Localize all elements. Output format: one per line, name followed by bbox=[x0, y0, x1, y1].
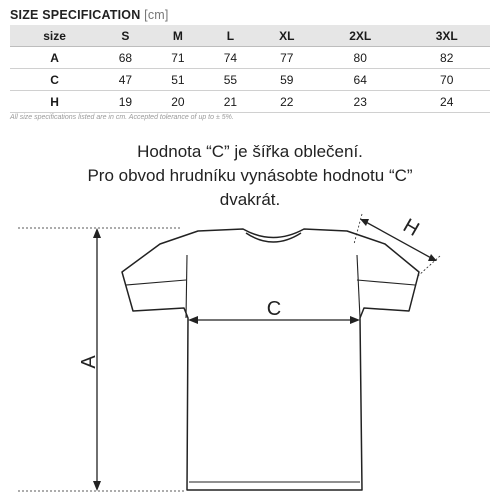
table-cell: 47 bbox=[99, 69, 152, 91]
table-cell: 23 bbox=[317, 91, 404, 113]
title-text: SIZE SPECIFICATION bbox=[10, 8, 141, 22]
row-label: C bbox=[10, 69, 99, 91]
table-cell: 77 bbox=[257, 47, 317, 69]
table-cell: 82 bbox=[403, 47, 490, 69]
title-unit: [cm] bbox=[144, 8, 169, 22]
col-header-s: S bbox=[99, 25, 152, 47]
dimension-a bbox=[18, 228, 185, 491]
col-header-m: M bbox=[152, 25, 205, 47]
row-label: A bbox=[10, 47, 99, 69]
table-cell: 64 bbox=[317, 69, 404, 91]
col-header-l: L bbox=[204, 25, 257, 47]
description-line-3: dvakrát. bbox=[219, 190, 281, 209]
table-cell: 74 bbox=[204, 47, 257, 69]
col-header-2xl: 2XL bbox=[317, 25, 404, 47]
row-label: H bbox=[10, 91, 99, 113]
table-cell: 21 bbox=[204, 91, 257, 113]
table-cell: 22 bbox=[257, 91, 317, 113]
table-cell: 71 bbox=[152, 47, 205, 69]
label-c: C bbox=[266, 298, 282, 320]
col-header-3xl: 3XL bbox=[403, 25, 490, 47]
dimension-h bbox=[354, 214, 440, 276]
table-cell: 19 bbox=[99, 91, 152, 113]
table-cell: 59 bbox=[257, 69, 317, 91]
table-cell: 55 bbox=[204, 69, 257, 91]
col-header-size: size bbox=[10, 25, 99, 47]
table-cell: 68 bbox=[99, 47, 152, 69]
table-cell: 24 bbox=[403, 91, 490, 113]
table-cell: 80 bbox=[317, 47, 404, 69]
label-h: H bbox=[399, 214, 423, 241]
col-header-xl: XL bbox=[257, 25, 317, 47]
tshirt-outline bbox=[122, 229, 419, 490]
description-line-2: Pro obvod hrudníku vynásobte hodnotu “C” bbox=[87, 166, 413, 185]
table-cell: 51 bbox=[152, 69, 205, 91]
label-a: A bbox=[78, 355, 100, 369]
description-line-1: Hodnota “C” je šířka oblečení. bbox=[137, 142, 363, 161]
table-cell: 70 bbox=[403, 69, 490, 91]
table-cell: 20 bbox=[152, 91, 205, 113]
tolerance-note: All size specifications listed are in cm. Accepted tolerance of up to ± 5%. bbox=[10, 114, 234, 121]
